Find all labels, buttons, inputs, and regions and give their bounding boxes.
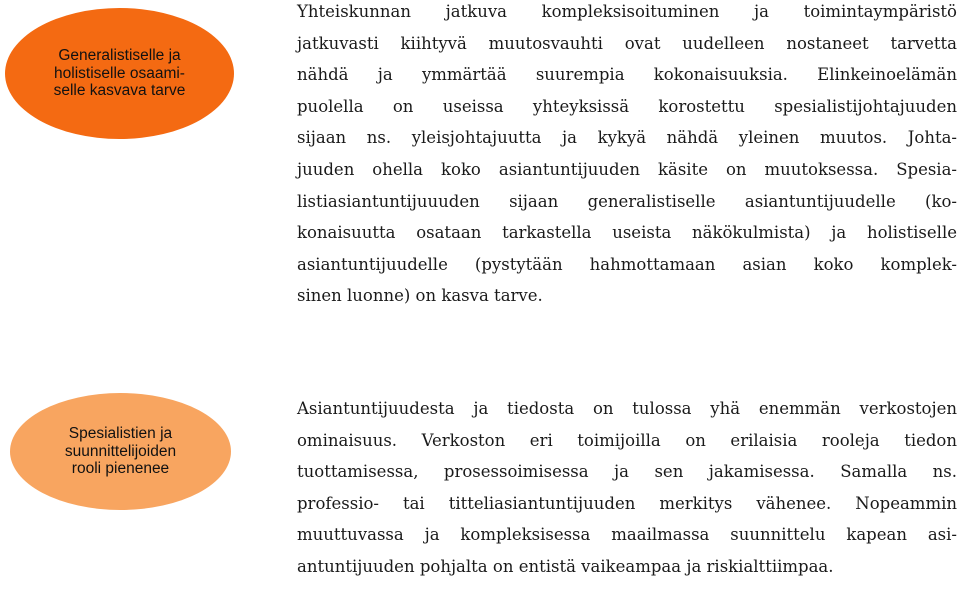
paragraph-networks	[297, 393, 957, 583]
callout-line: rooli pienenee	[71, 460, 170, 478]
callout-generalist-need-text	[54, 47, 186, 100]
callout-specialist-role	[10, 393, 231, 510]
paragraph-line: ominaisuus. Verkoston eri toimijoilla on erilaisia rooleja tiedon	[297, 430, 957, 450]
callout-line: holistiselle osaami-	[54, 64, 185, 82]
paragraph-line: sinen luonne) on kasva tarve.	[297, 286, 543, 306]
callout-line: selle kasvava tarve	[53, 82, 186, 100]
paragraph-line: professio- tai titteliasiantuntijuuden merkitys vähenee. Nopeammin	[297, 493, 957, 513]
paragraph-line: tuottamisessa, prosessoimisessa ja sen jakamisessa. Samalla ns.	[297, 462, 957, 482]
paragraph-line: Yhteiskunnan jatkuva kompleksisoituminen ja toimintaympäristö	[297, 2, 957, 21]
paragraph-complexity	[297, 0, 957, 312]
paragraph-line: antuntijuuden pohjalta on entistä vaikeampaa ja riskialttiimpaa.	[297, 556, 834, 576]
paragraph-line: puolella on useissa yhteyksissä korostettu spesialistijohtajuuden	[297, 96, 957, 116]
paragraph-line: asiantuntijuudelle (pystytään hahmottamaan asian koko komplek-	[297, 254, 957, 274]
callout-line: Generalistiselle ja	[58, 47, 181, 65]
paragraph-line: jatkuvasti kiihtyvä muutosvauhti ovat uudelleen nostaneet tarvetta	[297, 33, 957, 53]
paragraph-line: nähdä ja ymmärtää suurempia kokonaisuuksia. Elinkeinoelämän	[297, 65, 957, 85]
callout-line: suunnittelijoiden	[64, 442, 177, 460]
paragraph-line: juuden ohella koko asiantuntijuuden käsite on muutoksessa. Spesia-	[297, 159, 957, 179]
paragraph-line: sijaan ns. yleisjohtajuutta ja kykyä nähdä yleinen muutos. Johta-	[297, 128, 957, 148]
paragraph-line: konaisuutta osataan tarkastella useista näkökulmista) ja holistiselle	[297, 223, 957, 243]
paragraph-line: Asiantuntijuudesta ja tiedosta on tulossa yhä enemmän verkostojen	[297, 399, 957, 418]
paragraph-line: listiasiantuntijuuuden sijaan generalistiselle asiantuntijuudelle (ko-	[297, 191, 957, 211]
callout-specialist-role-text	[65, 425, 176, 478]
callout-generalist-need	[5, 8, 234, 139]
paragraph-line: muuttuvassa ja kompleksisessa maailmassa suunnittelu kapean asi-	[297, 525, 957, 545]
callout-line: Spesialistien ja	[68, 425, 173, 443]
